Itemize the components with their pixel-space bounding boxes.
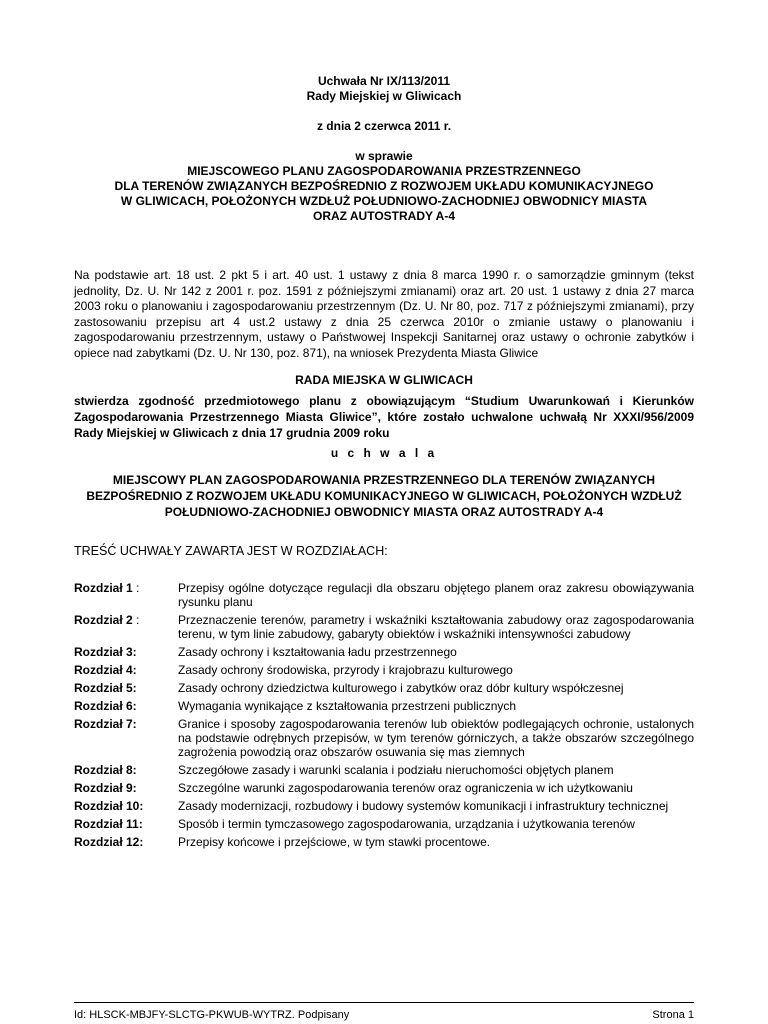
chapter-description: Przepisy końcowe i przejściowe, w tym stawki procentowe. bbox=[178, 835, 491, 849]
chapter-description: Szczególne warunki zagospodarowania terenów oraz ograniczenia w ich użytkowaniu bbox=[178, 781, 633, 795]
chapter-label bbox=[74, 681, 178, 695]
chapter-row bbox=[74, 799, 694, 813]
chapter-description: Wymagania wynikające z kształtowania przestrzeni publicznych bbox=[178, 699, 517, 713]
council-name: Rady Miejskiej w Gliwicach bbox=[306, 89, 462, 103]
chapter-description: Szczegółowe zasady i warunki scalania i podziału nieruchomości objętych planem bbox=[178, 763, 614, 777]
resolution-number: Uchwała Nr IX/113/2011 bbox=[317, 74, 451, 88]
chapter-label-text: Rozdział 8: bbox=[74, 763, 137, 777]
chapter-row bbox=[74, 645, 694, 659]
chapter-label bbox=[74, 717, 178, 759]
chapter-label-text: Rozdział 6: bbox=[74, 699, 137, 713]
footer-divider bbox=[74, 1002, 694, 1003]
chapter-row bbox=[74, 681, 694, 695]
w-sprawie: w sprawie bbox=[355, 149, 413, 163]
chapter-label-text: Rozdział 4: bbox=[74, 663, 137, 677]
chapter-list bbox=[74, 581, 694, 853]
contents-heading: TREŚĆ UCHWAŁY ZAWARTA JEST W ROZDZIAŁACH: bbox=[74, 544, 388, 558]
chapter-label bbox=[74, 699, 178, 713]
chapter-label bbox=[74, 799, 178, 813]
chapter-description: Zasady ochrony i kształtowania ładu przestrzennego bbox=[178, 645, 457, 659]
chapter-label bbox=[74, 645, 178, 659]
chapter-label-separator: : bbox=[132, 613, 140, 627]
title-line-1: MIEJSCOWEGO PLANU ZAGOSPODAROWANIA PRZESTRZENNEGO bbox=[187, 164, 581, 178]
uchwala-heading: u c h w a l a bbox=[330, 446, 438, 460]
chapter-description: Zasady ochrony środowiska, przyrody i krajobrazu kulturowego bbox=[178, 663, 513, 677]
chapter-label-text: Rozdział 3: bbox=[74, 645, 137, 659]
chapter-description: Sposób i termin tymczasowego zagospodarowania, urządzania i użytkowania terenów bbox=[178, 817, 635, 831]
conformity-statement: stwierdza zgodność przedmiotowego planu z obowiązującym “Studium Uwarunkowań i Kierunków Zagospodarowania Przestrzennego Miasta Gliwice”, które zostało uchwalone uchwałą Nr XXXI/956/2009 Rady Miejskiej w Gliwicach z dnia 17 grudnia 2009 roku bbox=[74, 394, 694, 440]
chapter-label bbox=[74, 835, 178, 849]
chapter-label bbox=[74, 763, 178, 777]
chapter-row bbox=[74, 613, 694, 641]
preamble-paragraph: Na podstawie art. 18 ust. 2 pkt 5 i art. 40 ust. 1 ustawy z dnia 8 marca 1990 r. o samorządzie gminnym (tekst jednolity, Dz. U. Nr 142 z 2001 r. poz. 1591 z późniejszymi zmianami) oraz art. 20 ust. 1 ustawy z dnia 27 marca 2003 roku o planowaniu i zagospodarowaniu przestrzennym (Dz. U. Nr 80, poz. 717 z późniejszymi zmianami), przy zastosowaniu przepisu art 4 ust.2 ustawy z dnia 25 czerwca 2010r o zmianie ustawy o planowaniu i zagospodarowaniu przestrzennym, ustawy o Państwowej Inspekcji Sanitarnej oraz ustawy o ochronie zabytków i opiece nad zabytkami (Dz. U. Nr 130, poz. 871), na wniosek Prezydenta Miasta Gliwice bbox=[74, 268, 694, 360]
chapter-label-text: Rozdział 7: bbox=[74, 717, 137, 731]
chapter-label-text: Rozdział 11: bbox=[74, 817, 143, 831]
resolution-header bbox=[74, 74, 694, 224]
resolution-date: z dnia 2 czerwca 2011 r. bbox=[316, 119, 452, 133]
chapter-row bbox=[74, 817, 694, 831]
chapter-label-text: Rozdział 9: bbox=[74, 781, 137, 795]
chapter-label bbox=[74, 781, 178, 795]
chapter-row bbox=[74, 699, 694, 713]
chapter-label-text: Rozdział 2 bbox=[74, 613, 133, 627]
chapter-description: Przepisy ogólne dotyczące regulacji dla obszaru objętego planem oraz zakresu obowiązywania rysunku planu bbox=[178, 581, 694, 609]
chapter-description: Granice i sposoby zagospodarowania terenów lub obiektów podlegających ochronie, ustalonych na podstawie odrębnych przepisów, w tym terenów górniczych, a także obszarów szczególnego zagrożenia powodzią oraz obszarów osuwania się mas ziemnych bbox=[178, 717, 694, 759]
chapter-row bbox=[74, 835, 694, 849]
chapter-label bbox=[74, 817, 178, 831]
title-line-3: W GLIWICACH, POŁOŻONYCH WZDŁUŻ POŁUDNIOWO-ZACHODNIEJ OBWODNICY MIASTA bbox=[120, 194, 648, 208]
chapter-label-separator: : bbox=[132, 581, 140, 595]
chapter-description: Zasady ochrony dziedzictwa kulturowego i zabytków oraz dóbr kultury współczesnej bbox=[178, 681, 624, 695]
document-id: Id: HLSCK-MBJFY-SLCTG-PKWUB-WYTRZ. Podpisany bbox=[74, 1009, 350, 1021]
chapter-description: Przeznaczenie terenów, parametry i wskaźniki kształtowania zabudowy oraz zagospodarowania terenu, w tym linie zabudowy, gabaryty obiektów i wskaźniki intensywności zabudowy bbox=[178, 613, 694, 641]
page-footer bbox=[74, 1008, 694, 1022]
plan-title: MIEJSCOWY PLAN ZAGOSPODAROWANIA PRZESTRZENNEGO DLA TERENÓW ZWIĄZANYCH BEZPOŚREDNIO Z ROZWOJEM UKŁADU KOMUNIKACYJNEGO W GLIWICACH, POŁOŻONYCH WZDŁUŻ POŁUDNIOWO-ZACHODNIEJ OBWODNICY MIASTA ORAZ AUTOSTRADY A-4 bbox=[86, 473, 682, 519]
chapter-label bbox=[74, 663, 178, 677]
chapter-label bbox=[74, 613, 178, 641]
chapter-row bbox=[74, 781, 694, 795]
page-number: Strona 1 bbox=[652, 1009, 694, 1021]
chapter-label-text: Rozdział 10: bbox=[74, 799, 144, 813]
title-line-2: DLA TERENÓW ZWIĄZANYCH BEZPOŚREDNIO Z ROZWOJEM UKŁADU KOMUNIKACYJNEGO bbox=[114, 179, 654, 193]
chapter-label-text: Rozdział 12: bbox=[74, 835, 144, 849]
chapter-row bbox=[74, 581, 694, 609]
chapter-label-text: Rozdział 1 bbox=[74, 581, 133, 595]
chapter-row bbox=[74, 717, 694, 759]
title-line-4: ORAZ AUTOSTRADY A-4 bbox=[312, 209, 455, 223]
council-heading: RADA MIEJSKA W GLIWICACH bbox=[295, 373, 473, 387]
chapter-row bbox=[74, 763, 694, 777]
chapter-label-text: Rozdział 5: bbox=[74, 681, 137, 695]
chapter-description: Zasady modernizacji, rozbudowy i budowy systemów komunikacji i infrastruktury technicznej bbox=[178, 799, 669, 813]
chapter-row bbox=[74, 663, 694, 677]
chapter-label bbox=[74, 581, 178, 609]
